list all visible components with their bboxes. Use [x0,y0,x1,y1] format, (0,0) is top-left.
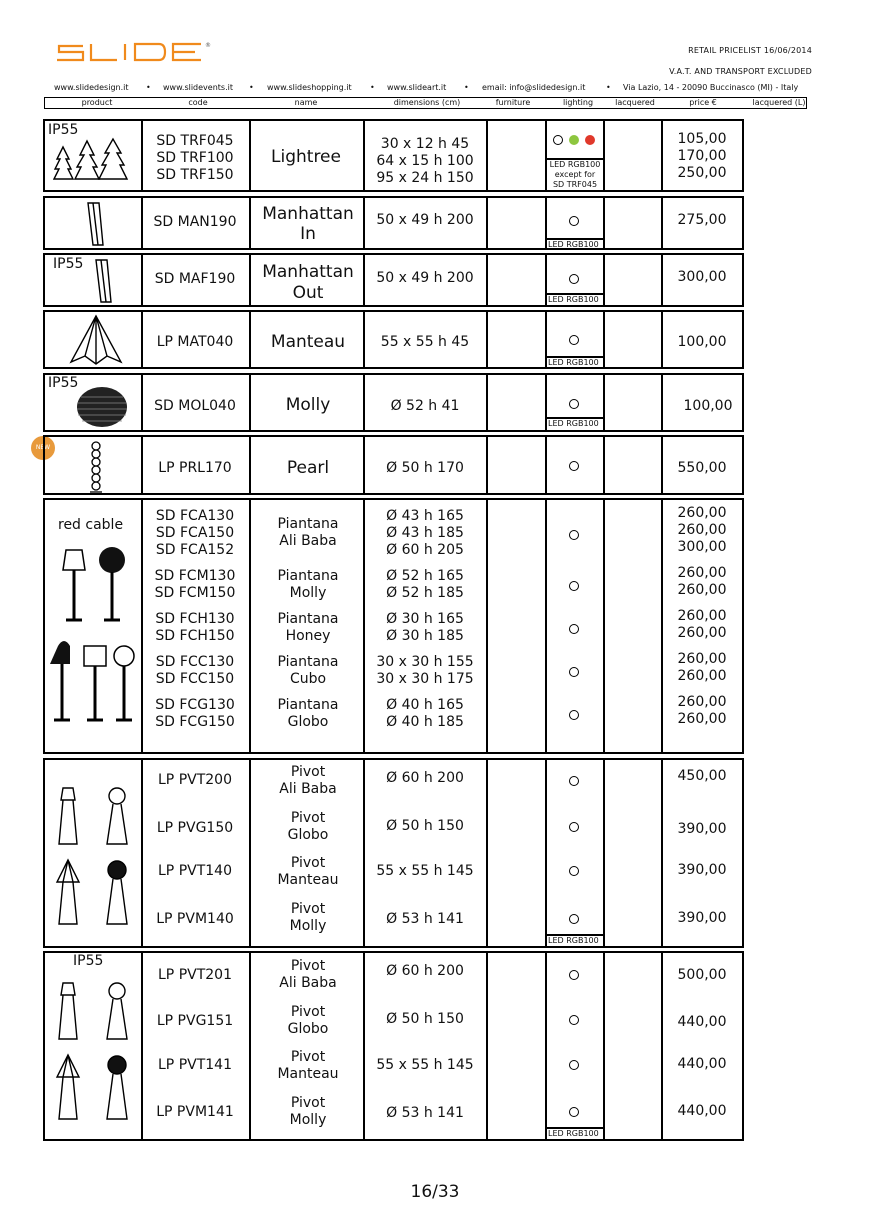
product-name: Manhattan [262,204,354,224]
price: 260,00 [677,694,727,710]
dimensions: Ø 52 h 41 [390,398,460,414]
link-slidedesign[interactable]: www.slidedesign.it [54,83,129,92]
col-price: price € [689,98,717,107]
code: SD FCH150 [155,628,235,644]
code: LP PVM141 [156,1104,234,1120]
col-dimensions: dimensions (cm) [393,98,461,107]
slide-logo [55,40,215,66]
price: 260,00 [677,651,727,667]
row-piantana [43,498,744,754]
product-name: Globo [287,714,329,730]
code: SD TRF100 [156,150,234,166]
dimensions: 55 x 55 h 145 [376,1057,474,1073]
code: LP PVG150 [156,820,234,836]
pricelist-title: RETAIL PRICELIST 16/06/2014 [688,46,812,55]
price: 260,00 [677,608,727,624]
code: SD FCM130 [154,568,236,584]
price: 260,00 [677,522,727,538]
light-icon [569,530,579,540]
light-icon [569,624,579,634]
dimensions: Ø 53 h 141 [386,911,464,927]
product-name: Ali Baba [279,533,337,549]
light-icon [569,776,579,786]
product-name: Pivot [290,810,326,826]
code: SD MAF190 [154,271,236,287]
dimensions: Ø 60 h 200 [386,963,464,979]
dimensions: Ø 52 h 185 [386,585,464,601]
led-label: LED RGB100 [546,238,604,250]
address: Via Lazio, 14 - 20090 Buccinasco (MI) - Italy [623,83,799,92]
column-header [44,97,807,109]
product-name: Pivot [290,1095,326,1111]
pearl-image [87,440,105,494]
product-name: Manteau [277,1066,339,1082]
code: LP PVT141 [158,1057,232,1073]
col-product: product [81,98,113,107]
col-furniture: furniture [495,98,531,107]
product-name: Piantana [277,516,339,532]
page-number: 16/33 [410,1182,460,1202]
code: SD FCA150 [155,525,235,541]
product-name: Manhattan [262,262,354,282]
dimensions: Ø 60 h 205 [386,542,464,558]
price: 260,00 [677,668,727,684]
led-note: LED RGB100 except for SD TRF045 [546,158,604,190]
row-manteau [43,310,744,369]
ip55-label: IP55 [48,375,79,391]
price: 390,00 [677,821,727,837]
code: SD FCG150 [155,714,235,730]
separator: • [370,83,375,92]
code: SD FCH130 [155,611,235,627]
dimensions: 30 x 12 h 45 [380,136,470,152]
product-name: Piantana [277,611,339,627]
product-name: Manteau [270,332,346,352]
product-name: Honey [285,628,331,644]
link-slideshopping[interactable]: www.slideshopping.it [267,83,352,92]
light-icon [569,667,579,677]
pivot-image [51,784,137,934]
dimensions: 30 x 30 h 155 [376,654,474,670]
code: SD TRF045 [156,133,234,149]
row-pivot [43,758,744,948]
dimensions: 64 x 15 h 100 [376,153,474,169]
separator: • [606,83,611,92]
red-light-icon [585,135,595,145]
product-name: Pivot [290,901,326,917]
price: 440,00 [677,1056,727,1072]
light-icon [569,461,579,471]
dimensions: 55 x 55 h 45 [380,334,470,350]
link-slidevents[interactable]: www.slidevents.it [163,83,233,92]
col-lacquered: lacquered [615,98,655,107]
product-name: Molly [289,585,327,601]
led-label: LED RGB100 [546,934,604,946]
price: 450,00 [677,768,727,784]
led-label: LED RGB100 [546,356,604,368]
code: LP MAT040 [156,334,234,350]
price: 550,00 [677,460,727,476]
col-code: code [188,98,208,107]
code: SD FCC130 [155,654,235,670]
code: SD TRF150 [156,167,234,183]
col-name: name [294,98,318,107]
dimensions: Ø 40 h 185 [386,714,464,730]
light-icon [569,822,579,832]
dimensions: 55 x 55 h 145 [376,863,474,879]
price: 440,00 [677,1014,727,1030]
lightree-image [53,137,133,183]
green-light-icon [569,135,579,145]
price: 260,00 [677,565,727,581]
light-icon [569,710,579,720]
product-name: In [300,224,316,244]
dimensions: 50 x 49 h 200 [376,212,474,228]
light-icon [569,1015,579,1025]
dimensions: Ø 30 h 165 [386,611,464,627]
col-lacquered-l: lacquered (L) [752,98,806,107]
product-name: Molly [289,1112,327,1128]
separator: • [146,83,151,92]
product-name: Ali Baba [279,781,337,797]
code: LP PVT140 [158,863,232,879]
code: SD MAN190 [153,214,237,230]
ip55-label: IP55 [73,953,104,969]
code: LP PRL170 [158,460,232,476]
price: 260,00 [677,625,727,641]
light-icon [569,914,579,924]
light-icon [569,1107,579,1117]
red-cable-label: red cable [58,517,124,533]
row-pearl [43,435,744,495]
dimensions: Ø 53 h 141 [386,1105,464,1121]
code: LP PVT201 [158,967,232,983]
product-name: Pivot [290,1004,326,1020]
light-icon [569,866,579,876]
code: SD FCA130 [155,508,235,524]
dimensions: Ø 40 h 165 [386,697,464,713]
svg-text:®: ® [205,42,211,49]
product-name: Pivot [290,958,326,974]
price: 300,00 [677,269,727,285]
led-label: LED RGB100 [546,293,604,305]
ip55-label: IP55 [48,122,79,138]
new-badge: NEW [31,436,55,460]
price: 390,00 [677,862,727,878]
code: SD MOL040 [154,398,236,414]
code: LP PVT200 [158,772,232,788]
product-name: Molly [289,918,327,934]
light-icon [569,216,579,226]
code: SD FCG130 [155,697,235,713]
white-light-icon [553,135,563,145]
product-name: Piantana [277,568,339,584]
product-name: Out [292,283,324,303]
price: 390,00 [677,910,727,926]
pivot-ip55-image [51,979,137,1129]
light-icon [569,970,579,980]
code: LP PVM140 [156,911,234,927]
dimensions: Ø 30 h 185 [386,628,464,644]
product-name: Pivot [290,764,326,780]
price: 260,00 [677,505,727,521]
product-name: Pivot [290,855,326,871]
light-icon [569,274,579,284]
row-molly [43,373,744,432]
code: SD FCM150 [154,585,236,601]
piantana-image [50,542,138,724]
dimensions: 30 x 30 h 175 [376,671,474,687]
product-name: Manteau [277,872,339,888]
product-name: Cubo [289,671,327,687]
led-label: LED RGB100 [546,417,604,429]
dimensions: Ø 43 h 165 [386,508,464,524]
price: 260,00 [677,711,727,727]
dimensions: Ø 50 h 150 [386,1011,464,1027]
product-name: Piantana [277,697,339,713]
dimensions: 50 x 49 h 200 [376,270,474,286]
dimensions: Ø 50 h 150 [386,818,464,834]
light-icon [569,399,579,409]
product-name: Globo [287,1021,329,1037]
product-name: Globo [287,827,329,843]
price: 100,00 [677,334,727,350]
price: 260,00 [677,582,727,598]
dimensions: Ø 52 h 165 [386,568,464,584]
link-slideart[interactable]: www.slideart.it [387,83,447,92]
manhattan-out-image [93,258,113,304]
price: 440,00 [677,1103,727,1119]
dimensions: Ø 43 h 185 [386,525,464,541]
dimensions: Ø 50 h 170 [386,460,464,476]
ip55-label: IP55 [53,256,84,272]
molly-image [75,385,129,429]
email-link[interactable]: email: info@slidedesign.it [482,83,586,92]
product-name: Piantana [277,654,339,670]
light-icon [569,581,579,591]
price: 300,00 [677,539,727,555]
manhattan-in-image [85,201,105,247]
dimensions: 95 x 24 h 150 [376,170,474,186]
row-pivot-ip55 [43,951,744,1141]
product-name: Lightree [271,147,341,167]
price: 500,00 [677,967,727,983]
light-icon [569,1060,579,1070]
price: 100,00 [683,398,733,414]
vat-note: V.A.T. AND TRANSPORT EXCLUDED [669,67,812,76]
code: LP PVG151 [156,1013,234,1029]
led-label: LED RGB100 [546,1127,604,1139]
price: 170,00 [677,148,727,164]
separator: • [464,83,469,92]
product-name: Molly [285,395,331,415]
product-name: Pivot [290,1049,326,1065]
separator: • [249,83,254,92]
dimensions: Ø 60 h 200 [386,770,464,786]
col-lighting: lighting [562,98,594,107]
row-lightree [43,119,744,192]
row-manhattan-in [43,196,744,250]
code: SD FCA152 [155,542,235,558]
code: SD FCC150 [155,671,235,687]
product-name: Pearl [286,458,330,478]
manteau-image [67,314,125,366]
price: 275,00 [677,212,727,228]
row-manhattan-out [43,253,744,307]
light-icon [569,335,579,345]
product-name: Ali Baba [279,975,337,991]
price: 250,00 [677,165,727,181]
price: 105,00 [677,131,727,147]
